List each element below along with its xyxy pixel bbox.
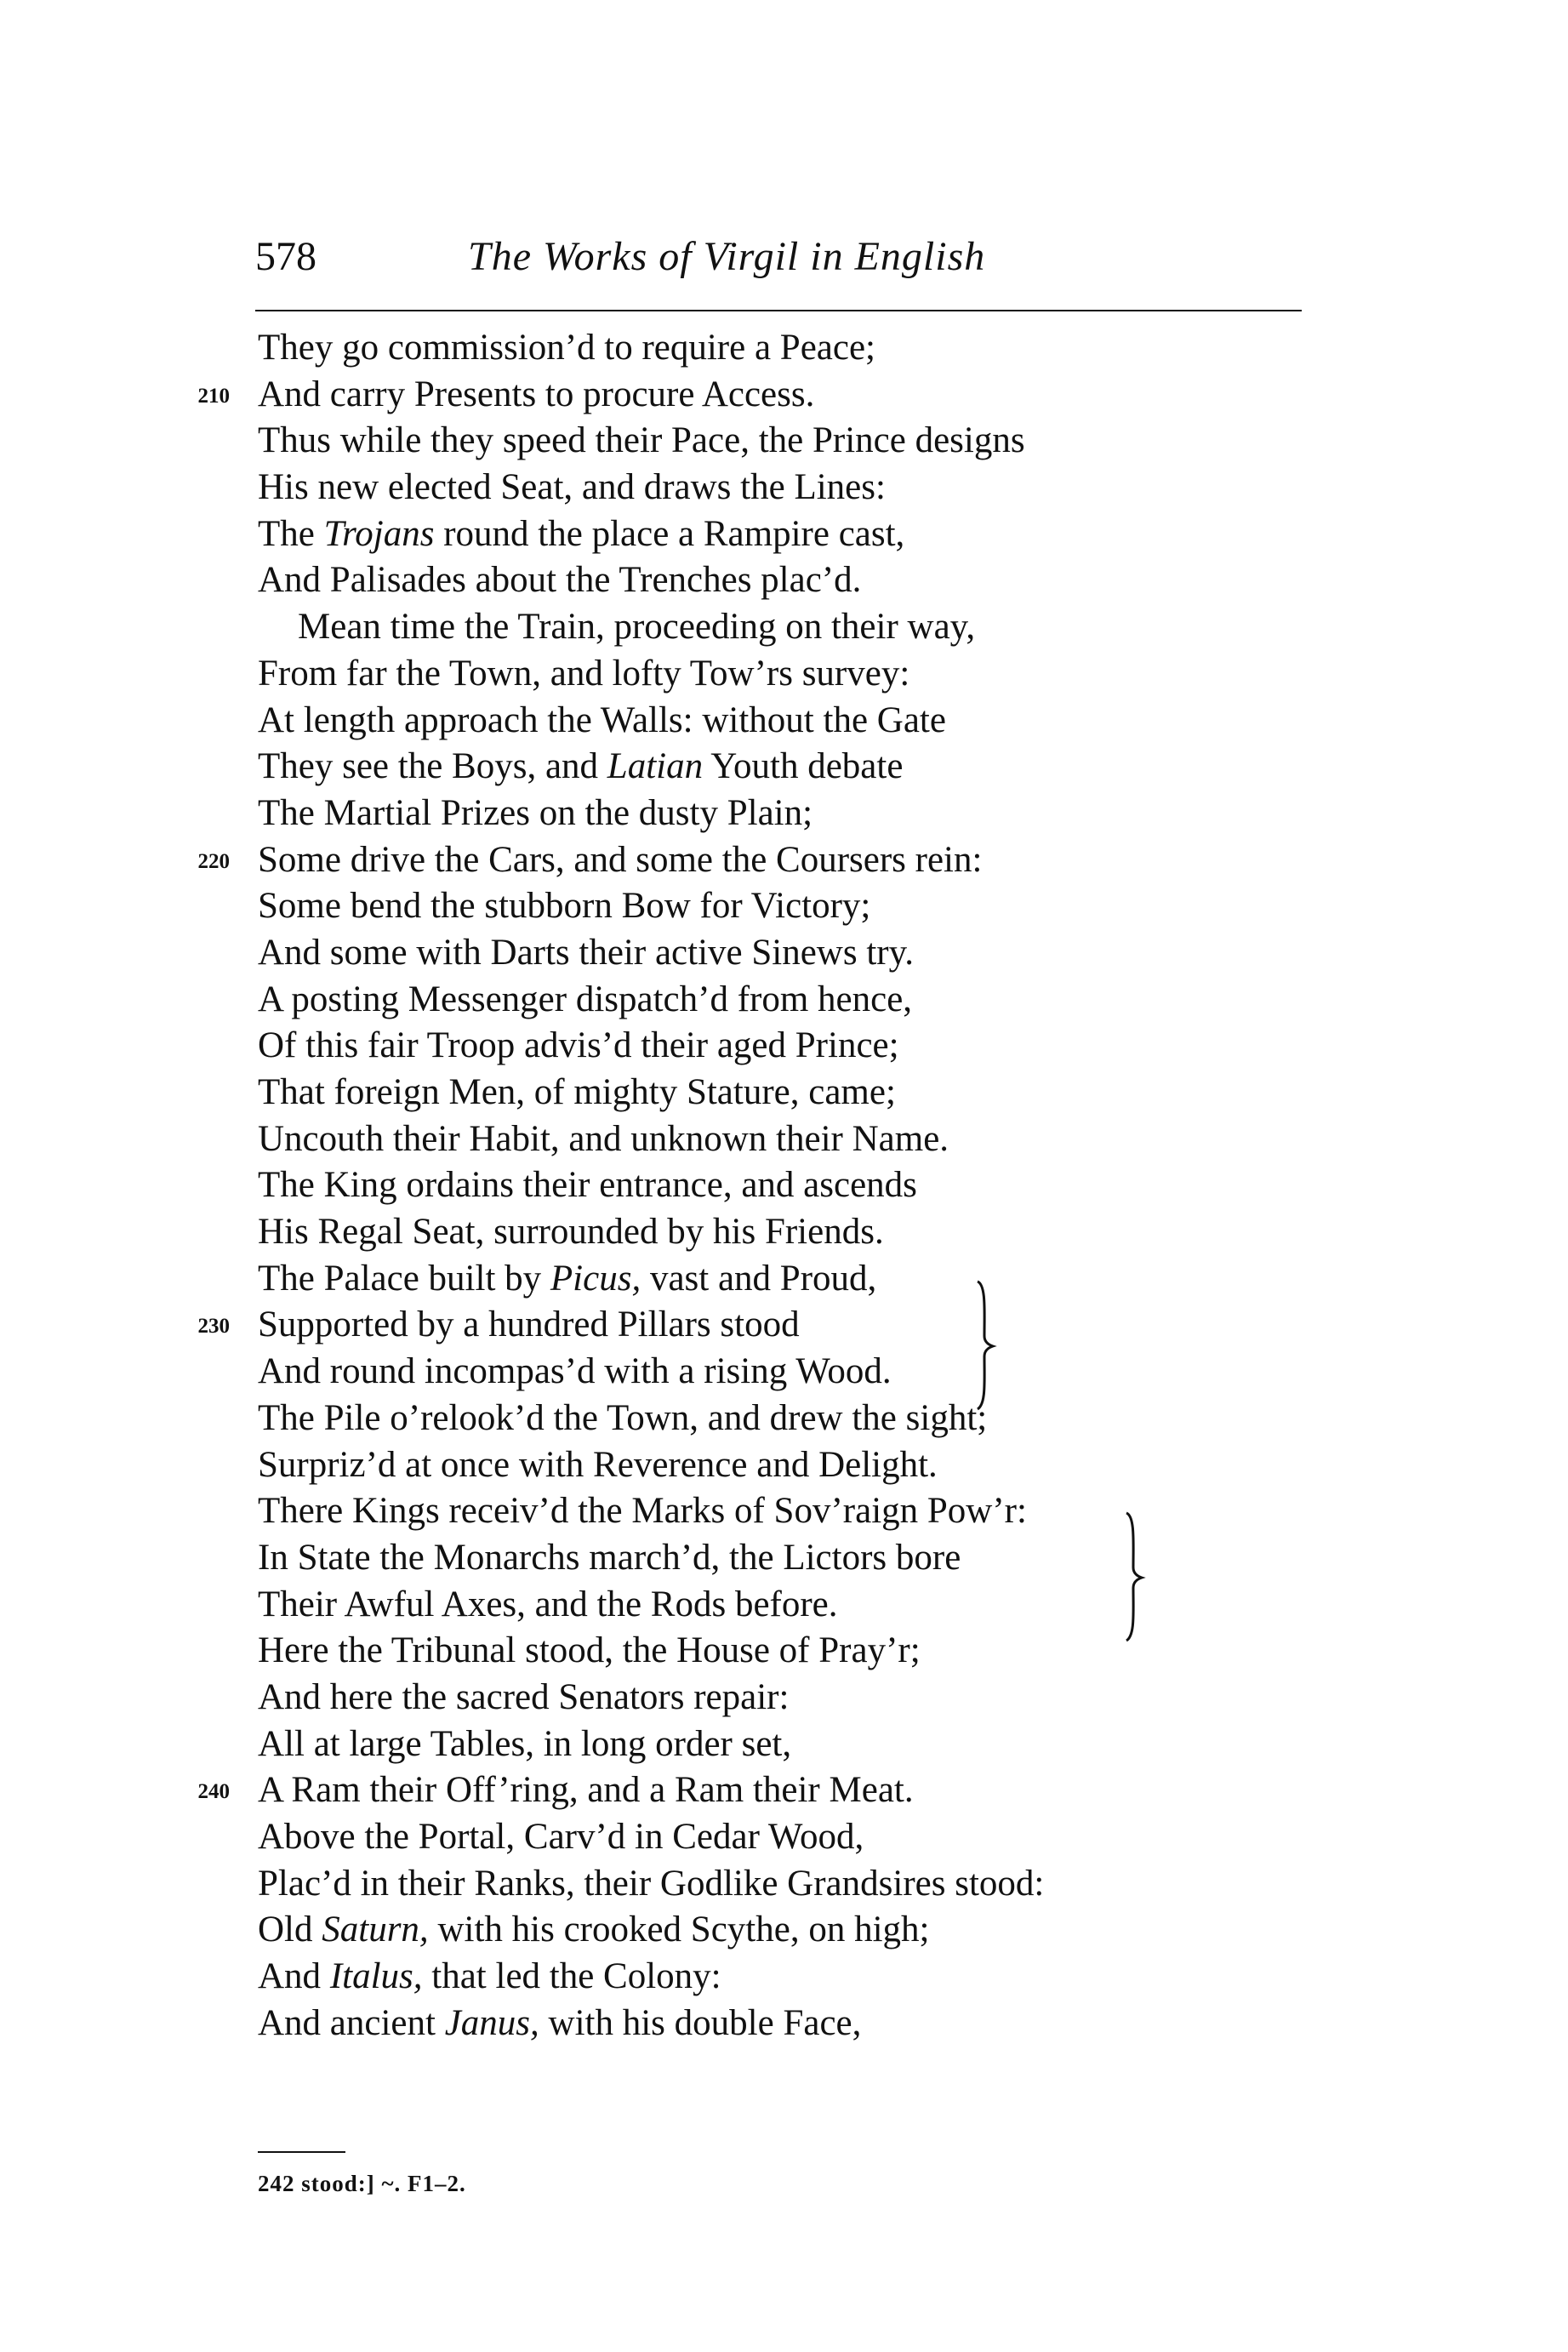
- verse-segment: Youth debate: [703, 746, 904, 787]
- verse-segment: Some drive the Cars, and some the Coursers rein:: [258, 839, 983, 880]
- verse-line: [170, 325, 1361, 372]
- verse-text: [258, 1396, 987, 1442]
- verse-text: [258, 1488, 1027, 1535]
- verse-segment: From far the Town, and lofty Tow’rs survey:: [258, 653, 910, 694]
- verse-segment: His Regal Seat, surrounded by his Friends.: [258, 1212, 884, 1253]
- verse-segment: They see the Boys, and: [258, 746, 607, 787]
- verse-line: [170, 1023, 1361, 1070]
- verse-segment: The King ordains their entrance, and ascends: [258, 1165, 917, 1206]
- running-title: The Works of Virgil in English: [468, 234, 986, 279]
- verse-text: [258, 791, 813, 837]
- verse-text: [258, 1116, 949, 1163]
- verse-text: [258, 1349, 892, 1396]
- verse-text: [258, 557, 861, 604]
- verse-line: [170, 604, 1361, 651]
- header-rule: [255, 310, 1302, 311]
- verse-text: [258, 1907, 929, 1954]
- verse-segment: That foreign Men, of mighty Stature, came;: [258, 1072, 896, 1112]
- verse-line: [170, 372, 1361, 419]
- line-number: 240: [197, 1780, 230, 1804]
- verse-line: [170, 1535, 1361, 1582]
- verse-segment: Supported by a hundred Pillars stood: [258, 1304, 800, 1345]
- verse-text: [258, 1023, 899, 1070]
- verse-segment: The Palace built by: [258, 1258, 550, 1299]
- verse-segment: Surpriz’d at once with Reverence and Delight.: [258, 1444, 938, 1485]
- line-number: 230: [197, 1315, 230, 1339]
- verse-segment: They go commission’d to require a Peace;: [258, 328, 876, 368]
- verse-line: [170, 698, 1361, 745]
- footnote-rule: [258, 2151, 345, 2153]
- verse-line: [170, 1302, 1361, 1349]
- running-header: [255, 231, 1302, 291]
- verse-text: [258, 418, 1025, 465]
- verse-line: [170, 1209, 1361, 1256]
- footnote: 242 stood:] ~. F1–2.: [258, 2171, 466, 2196]
- verse-line: [170, 1442, 1361, 1489]
- verse-line: [170, 1582, 1361, 1629]
- verse-text: [258, 1302, 800, 1349]
- verse-line: [170, 1675, 1361, 1721]
- verse-segment: with his crooked Scythe, on high;: [428, 1910, 930, 1950]
- verse-line: [170, 1861, 1361, 1908]
- verse-text: [258, 1582, 838, 1629]
- verse-line: [170, 1256, 1361, 1303]
- verse-segment: A Ram their Off’ring, and a Ram their Meat.: [258, 1770, 914, 1811]
- verse-segment: with his double Face,: [539, 2002, 862, 2043]
- verse-segment: Some bend the stubborn Bow for Victory;: [258, 886, 871, 927]
- line-number: 220: [197, 849, 230, 873]
- verse-segment: that led the Colony:: [422, 1956, 721, 1997]
- verse-segment: And: [258, 1956, 330, 1997]
- verse-line: [170, 1396, 1361, 1442]
- verse-line: [170, 791, 1361, 837]
- verse-text: [258, 1070, 896, 1116]
- italic-name: Picus,: [550, 1258, 641, 1299]
- page-number: 578: [255, 234, 316, 279]
- verse-line: [170, 883, 1361, 930]
- verse-text: [258, 372, 814, 419]
- verse-text: [258, 651, 909, 698]
- verse-segment: And carry Presents to procure Access.: [258, 374, 815, 414]
- italic-name: Trojans: [323, 513, 435, 554]
- verse-line: [170, 1488, 1361, 1535]
- verse-segment: And round incompas’d with a rising Wood.: [258, 1351, 892, 1392]
- verse-text: [258, 1767, 914, 1814]
- italic-name: Janus,: [444, 2002, 539, 2043]
- verse-text: [258, 1442, 938, 1489]
- verse-segment: round the place a Rampire cast,: [434, 513, 905, 554]
- verse-segment: At length approach the Walls: without the Gate: [258, 699, 946, 740]
- verse-text: [258, 1535, 961, 1582]
- verse-text: [258, 1209, 884, 1256]
- verse-segment: Of this fair Troop advis’d their aged Prince;: [258, 1025, 899, 1066]
- verse-line: [170, 744, 1361, 791]
- verse-text: [258, 1256, 876, 1303]
- triplet-brace: [1121, 1508, 1147, 1644]
- verse-line: [170, 1814, 1361, 1861]
- verse-text: [258, 1675, 789, 1721]
- verse-text: [258, 698, 946, 745]
- verse-text: [258, 1954, 721, 2001]
- verse-line: [170, 1070, 1361, 1116]
- verse-text: [298, 604, 975, 651]
- verse-segment: And Palisades about the Trenches plac’d.: [258, 560, 862, 601]
- verse-segment: A posting Messenger dispatch’d from hence,: [258, 979, 913, 1019]
- verse-line: [170, 418, 1361, 465]
- verse-line: [170, 1954, 1361, 2001]
- verse-line: [170, 1116, 1361, 1163]
- verse-line: [170, 1628, 1361, 1675]
- verse-line: [170, 1767, 1361, 1814]
- verse-segment: vast and Proud,: [641, 1258, 877, 1299]
- verse-text: [258, 930, 914, 977]
- verse-text: [258, 977, 912, 1024]
- verse-segment: And ancient: [258, 2002, 445, 2043]
- line-number: 210: [197, 384, 230, 408]
- verse-line: [170, 465, 1361, 511]
- verse-segment: Uncouth their Habit, and unknown their Name.: [258, 1118, 949, 1159]
- verse-line: [170, 2001, 1361, 2047]
- verse-text: [258, 744, 903, 791]
- verse-segment: Thus while they speed their Pace, the Prince designs: [258, 420, 1025, 461]
- verse-segment: In State the Monarchs march’d, the Lictors bore: [258, 1537, 961, 1578]
- verse-segment: Plac’d in their Ranks, their Godlike Grandsires stood:: [258, 1863, 1045, 1904]
- verse-line: [170, 1162, 1361, 1209]
- verse-segment: The: [258, 513, 324, 554]
- verse-segment: The Martial Prizes on the dusty Plain;: [258, 792, 813, 833]
- verse-segment: His new elected Seat, and draws the Lines:: [258, 467, 886, 508]
- verse-line: [170, 1349, 1361, 1396]
- verse-line: [170, 977, 1361, 1024]
- verse-text: [258, 883, 870, 930]
- verse-text: [258, 1162, 917, 1209]
- verse-line: [170, 1907, 1361, 1954]
- verse-text: [258, 1814, 864, 1861]
- triplet-brace: [972, 1276, 998, 1413]
- verse-segment: And here the sacred Senators repair:: [258, 1676, 790, 1717]
- verse-text: [258, 1861, 1044, 1908]
- verse-segment: There Kings receiv’d the Marks of Sov’raign Pow’r:: [258, 1491, 1027, 1532]
- verse-text: [258, 511, 904, 558]
- verse-segment: Old: [258, 1910, 322, 1950]
- verse-line: [170, 1721, 1361, 1768]
- verse-text: [258, 2001, 861, 2047]
- verse-segment: Their Awful Axes, and the Rods before.: [258, 1584, 838, 1624]
- verse-text: [258, 1721, 791, 1768]
- verse-segment: Here the Tribunal stood, the House of Pray’r;: [258, 1630, 921, 1671]
- verse-segment: Above the Portal, Carv’d in Cedar Wood,: [258, 1817, 864, 1857]
- verse-line: [170, 651, 1361, 698]
- verse-block: [170, 325, 1361, 2047]
- italic-name: Saturn,: [322, 1910, 429, 1950]
- italic-name: Italus,: [329, 1956, 423, 1997]
- verse-text: [258, 837, 982, 884]
- verse-line: [170, 837, 1361, 884]
- verse-segment: Mean time the Train, proceeding on their way,: [298, 607, 976, 648]
- verse-line: [170, 557, 1361, 604]
- verse-segment: All at large Tables, in long order set,: [258, 1723, 792, 1764]
- verse-text: [258, 325, 875, 372]
- verse-line: [170, 511, 1361, 558]
- verse-segment: And some with Darts their active Sinews try.: [258, 932, 915, 973]
- italic-name: Latian: [607, 746, 704, 787]
- verse-text: [258, 465, 886, 511]
- verse-text: [258, 1628, 921, 1675]
- verse-segment: The Pile o’relook’d the Town, and drew the sight;: [258, 1397, 988, 1438]
- verse-line: [170, 930, 1361, 977]
